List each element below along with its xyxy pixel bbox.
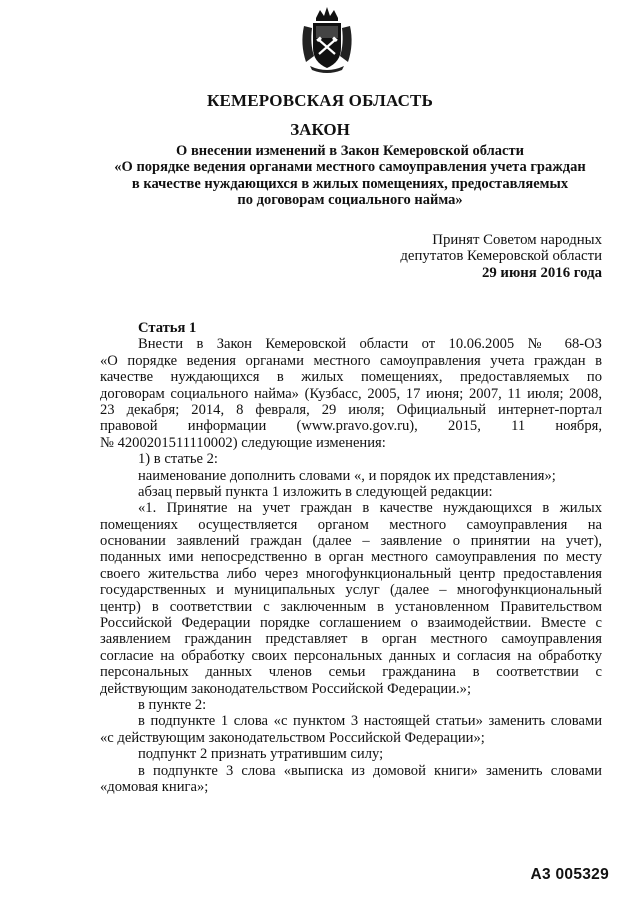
article-line: качестве нуждающихся в жилых помещениях, предоставляемых по [100,369,602,386]
article-line: наименование дополнить словами «, и порядок их представления»; [138,467,556,484]
article-line: основании заявлений граждан (далее – заявление о принятии на учет), [100,533,602,550]
adoption-block [400,232,602,281]
article-line: персональных данных членов семьи гражданина в соответствии с [100,664,602,681]
article-line: Внести в Закон Кемеровской области от 10.06.2005 № 68-ОЗ [138,336,602,353]
article-line: государственных и муниципальных услуг (далее – многофункциональный [100,582,602,599]
article-line: помещениях осуществляется органом местного самоуправления на [100,516,602,533]
law-subject-line: О внесении изменений в Закон Кемеровской области [176,143,524,159]
article-line: 23 декабря; 2014, 8 февраля, 29 июля; Официальный интернет-портал [100,401,602,418]
law-subject-line: в качестве нуждающихся в жилых помещениях, предоставляемых [131,175,569,192]
article-line: поданных ими непосредственно в орган местного самоуправления по месту [100,549,602,566]
article-line: подпункт 2 признать утратившим силу; [138,746,384,763]
law-subject [100,143,600,208]
law-subject-line: по договорам социального найма» [237,191,463,208]
region-heading: КЕМЕРОВСКАЯ ОБЛАСТЬ [206,91,434,110]
article-line: Российской Федерации порядке соглашением о взаимодействии. Вместе с [100,615,602,632]
article-lines [100,336,602,795]
adoption-date: 29 июня 2016 года [481,264,602,281]
article-line: центр) в соответствии с заключенным в установленном Правительством [100,598,602,615]
coat-of-arms-icon [296,4,358,74]
article-line: «домовая книга»; [100,778,209,795]
adoption-line: депутатов Кемеровской области [400,248,602,265]
article-line: в подпункте 1 слова «с пунктом 3 настоящей статьи» заменить словами [138,713,602,730]
law-subject-line: «О порядке ведения органами местного самоуправления учета граждан [114,159,586,176]
serial-number: А3 005329 [530,866,609,883]
article-line: своего жительства либо через многофункциональный центр предоставления [100,565,602,582]
adoption-line: Принят Советом народных [432,232,602,248]
article-line: в пункте 2: [138,697,207,713]
article-line: договорам социального найма» (Кузбасс, 2005, 17 июня; 2007, 11 июля; 2008, [100,385,602,402]
article-line: абзац первый пункта 1 изложить в следующей редакции: [138,483,493,500]
article-line: правовой информации (www.pravo.gov.ru), 2015, 11 ноября, [100,418,602,435]
article-line: действующим законодательством Российской Федерации.»; [100,680,472,697]
article-line: «О порядке ведения органами местного самоуправления учета граждан в [100,352,602,369]
law-title: ЗАКОН [290,120,350,139]
article-line: «с действующим законодательством Российской Федерации»; [100,729,485,746]
article-line: согласие на обработку своих персональных данных и согласия на обработку [100,647,602,664]
article-heading: Статья 1 [138,320,197,336]
article-line: заявлением гражданин представляет в орган местного самоуправления [100,631,602,648]
article-body [100,320,602,795]
article-line: № 4200201511110002) следующие изменения: [100,434,386,451]
article-line: в подпункте 3 слова «выписка из домовой книги» заменить словами [138,762,602,779]
article-line: «1. Принятие на учет граждан в качестве нуждающихся в жилых [138,500,602,517]
article-line: 1) в статье 2: [138,451,218,468]
